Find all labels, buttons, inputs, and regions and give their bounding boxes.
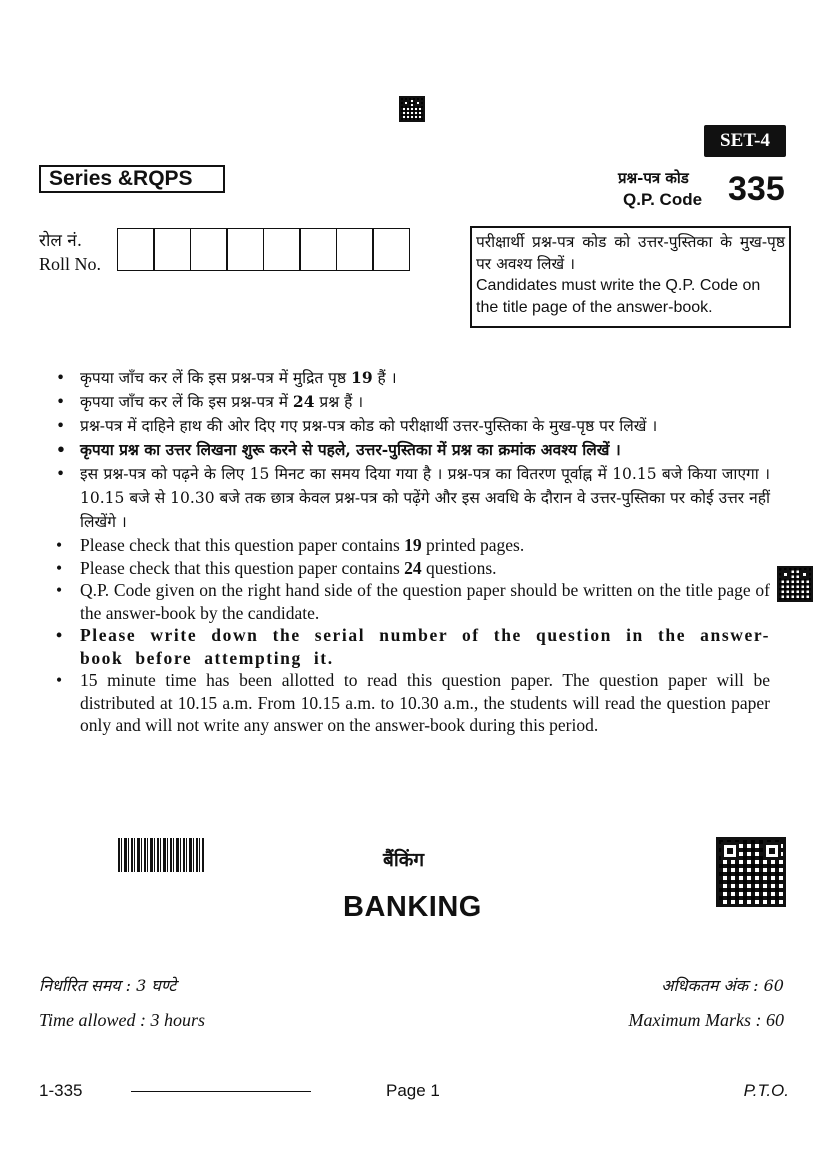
instruction-item: • Please write down the serial number of the question in the answer-book before attempting it.: [56, 624, 770, 669]
qr-code-top-icon: [399, 96, 425, 122]
instruction-item: • 15 minute time has been allotted to read this question paper. The question paper will be distributed at 10.15 a.m. From 10.15 a.m. to 10.30 a.m., the students will read the question paper only and will not write any answer on the answer-book during this period.: [56, 669, 770, 737]
roll-cell[interactable]: [153, 228, 191, 271]
roll-label-hindi: रोल नं.: [39, 231, 83, 251]
footer-paper-code: 1-335: [39, 1081, 83, 1100]
roll-cell[interactable]: [372, 228, 410, 271]
instruction-item: • Please check that this question paper contains 19 printed pages.: [56, 534, 770, 557]
qr-code-main-icon: [716, 837, 786, 907]
instruction-item: • Please check that this question paper contains 24 questions.: [56, 557, 770, 580]
series-label: Series &RQPS: [39, 165, 225, 193]
footer-divider: [131, 1091, 311, 1092]
instruction-item: • Q.P. Code given on the right hand side of the question paper should be written on the title page of the answer-book by the candidate.: [56, 579, 770, 624]
candidate-note-box: [470, 226, 791, 328]
candidate-note-hindi: परीक्षार्थी प्रश्न-पत्र कोड को उत्तर-पुस्तिका के मुख-पृष्ठ पर अवश्य लिखें ।: [476, 233, 785, 273]
roll-cell[interactable]: [299, 228, 337, 271]
footer-page-number: Page 1: [386, 1081, 440, 1100]
instruction-item: • कृपया जाँच कर लें कि इस प्रश्न-पत्र में 24 प्रश्न हैं ।: [56, 390, 770, 414]
time-allowed-hindi: निर्धारित समय : 3 घण्टे: [39, 976, 177, 995]
roll-cell[interactable]: [336, 228, 374, 271]
roll-cell[interactable]: [226, 228, 264, 271]
roll-cell[interactable]: [263, 228, 301, 271]
qp-code-number: 335: [728, 170, 785, 208]
instruction-item: • कृपया जाँच कर लें कि इस प्रश्न-पत्र में मुद्रित पृष्ठ 19 हैं ।: [56, 366, 770, 390]
barcode-icon: [118, 838, 204, 872]
subject-title-hindi: बैंकिंग: [383, 849, 425, 871]
roll-cell[interactable]: [190, 228, 228, 271]
max-marks-english: Maximum Marks : 60: [628, 1010, 784, 1030]
instruction-item: • इस प्रश्न-पत्र को पढ़ने के लिए 15 मिनट का समय दिया गया है । प्रश्न-पत्र का वितरण पूर्वाह्न में 10.15 बजे किया जाएगा । 10.15 बजे से 10.30 बजे तक छात्र केवल प्रश्न-पत्र को पढ़ेंगे और इस अवधि के दौरान वे उत्तर-पुस्तिका पर कोई उत्तर नहीं लिखेंगे ।: [56, 462, 770, 534]
roll-cell[interactable]: [117, 228, 155, 271]
footer-pto: P.T.O.: [743, 1081, 789, 1100]
instruction-item: • कृपया प्रश्न का उत्तर लिखना शुरू करने से पहले, उत्तर-पुस्तिका में प्रश्न का क्रमांक अवश्य लिखें ।: [56, 438, 770, 462]
max-marks-hindi: अधिकतम अंक : 60: [661, 976, 784, 995]
time-allowed-english: Time allowed : 3 hours: [39, 1010, 206, 1030]
instruction-item: • प्रश्न-पत्र में दाहिने हाथ की ओर दिए गए प्रश्न-पत्र कोड को परीक्षार्थी उत्तर-पुस्तिका के मुख-पृष्ठ पर लिखें ।: [56, 414, 770, 438]
roll-label-english: Roll No.: [39, 254, 102, 274]
qp-code-label-english: Q.P. Code: [623, 190, 703, 209]
roll-number-boxes[interactable]: [118, 228, 410, 271]
qr-code-side-icon: [777, 566, 813, 602]
candidate-note-english: Candidates must write the Q.P. Code on the title page of the answer-book.: [476, 277, 761, 316]
instructions-list: [56, 366, 770, 737]
qp-code-label-hindi: प्रश्न-पत्र कोड: [618, 169, 689, 187]
subject-title-english: BANKING: [343, 891, 482, 923]
set-badge: SET-4: [704, 125, 786, 157]
